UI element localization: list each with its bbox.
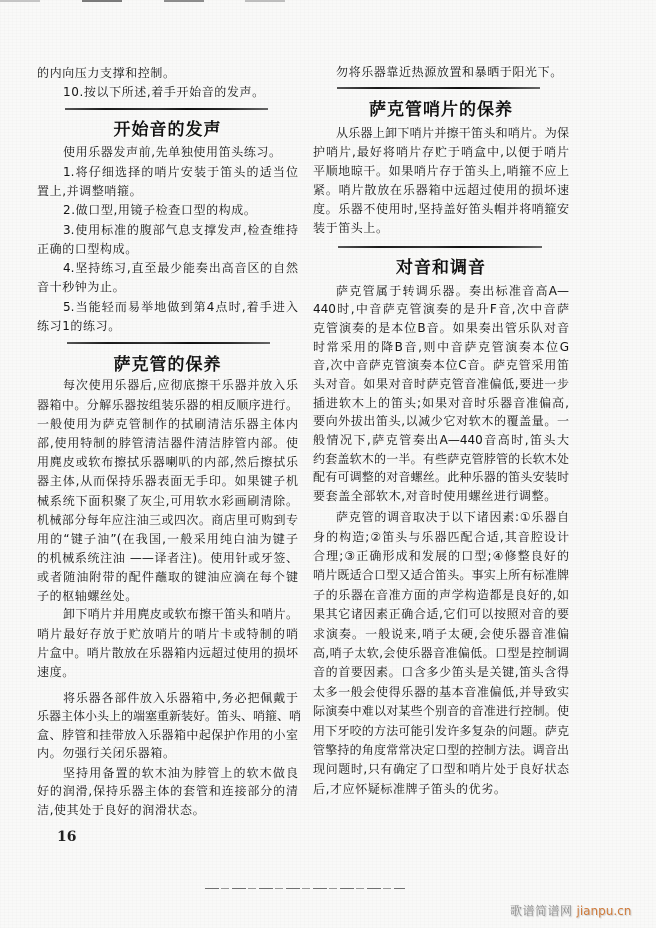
text-line: 4.坚持练习,直至最少能奏出高音区的自然 — [63, 261, 298, 276]
text-line: 头对音。如果对音时萨克管音准偏低,要进一步 — [313, 377, 569, 392]
text-line: 3.使用标准的腹部气息支撑发声,检查维持 — [63, 222, 298, 237]
continuation-text — [313, 63, 569, 82]
text-line: 要套盖全部软木,对音时使用螺丝进行调整。 — [313, 489, 557, 504]
text-line: 太多一般会使得乐器的基本音准偏低,并导致实 — [313, 684, 569, 699]
text-line: 1.将仔细选择的哨片安装于笛头的适当位 — [63, 164, 298, 179]
text-line: 身的构造;②笛头与乐器匹配合适,其音腔设计 — [313, 529, 569, 544]
text-line: 练习1的练习。 — [37, 319, 121, 334]
paragraph — [37, 605, 298, 682]
right-column — [313, 0, 569, 928]
paragraph — [313, 124, 569, 238]
text-line: 装于笛头上。 — [313, 220, 389, 235]
text-line: 用麂皮或软布擦拭乐器喇叭的内部,然后擦拭乐 — [37, 455, 298, 470]
text-line: 子的乐器在音准方面的声学构造都是良好的,如 — [313, 587, 569, 602]
text-line: 高,哨子太软,会使乐器音准偏低。口型是控制调 — [313, 646, 569, 661]
text-line: 约套盖软木的一半。有些萨克管脖管的长软木处 — [313, 451, 569, 466]
text-line: 将乐器各部件放入乐器箱中,务必把佩戴于 — [63, 690, 298, 705]
text-line: 每次使用乐器后,应彻底擦干乐器并放入乐 — [63, 378, 298, 393]
text-line: 正确的口型构成。 — [37, 241, 138, 256]
section-heading: 萨克管哨片的保养 — [369, 100, 513, 120]
text-line: 管擎持的角度常常决定口型的控制方法。调音出 — [313, 742, 569, 757]
scan-artifact — [0, 0, 40, 2]
watermark-domain: jianpu.cn — [576, 904, 632, 918]
text-line: 器主体,从而保持乐器表面无手印。如果键子机 — [37, 474, 298, 489]
text-line: 平顺地晾干。如果哨片存于笛头上,哨箍不应上 — [313, 163, 569, 178]
text-line: 2.做口型,用镜子检查口型的构成。 — [63, 203, 257, 218]
text-line: 的机械系统注油 ——译者注)。使用针或牙签、 — [37, 551, 298, 566]
text-line: 440时,中音萨克管演奏的是升F音,次中音萨 — [313, 302, 569, 317]
text-line: 卸下哨片并用麂皮或软布擦干笛头和哨片。 — [63, 607, 298, 622]
text-line: 或者随油附带的配件蘸取的键油应滴在每个键 — [37, 570, 298, 585]
text-line: 速度。 — [37, 665, 75, 680]
text-line: 果其它诸因素正确合适,它们可以按照对音的要 — [313, 607, 569, 622]
text-line: 哨片最好存放于贮放哨片的哨片卡或特制的哨 — [37, 626, 298, 641]
watermark-site-name: 歌谱简谱网 — [510, 904, 573, 918]
text-line: 插进软木上的笛头;如果对音时乐器音准偏高, — [313, 395, 569, 410]
text-line: 部,使用特制的脖管清洁器件清洁脖管内部。使 — [37, 435, 298, 450]
text-line: 10.按以下所述,着手开始音的发声。 — [63, 84, 265, 99]
text-line: 盒、脖管和挂带放入乐器箱中起保护作用的小室 — [37, 727, 298, 742]
continuation-text — [37, 64, 298, 102]
text-line: 使用乐器发声前,先单独使用笛头练习。 — [63, 145, 282, 160]
text-line: 萨克管的调音取决于以下诸因素:①乐器自 — [336, 510, 569, 525]
text-line: 克管演奏的是本位B音。如果奏出管乐队对音 — [313, 320, 569, 335]
text-line: 际演奏中难以对某些个别音的音准进行控制。使 — [313, 704, 569, 719]
text-line: 勿将乐器靠近热源放置和暴晒于阳光下。 — [336, 64, 563, 79]
text-line: 现问题时,只有确定了口型和哨片处于良好状态 — [313, 762, 569, 777]
text-line: 般情况下,萨克管奏出A—440音高时,笛头大 — [313, 433, 569, 448]
section-divider — [65, 108, 268, 110]
watermark — [510, 903, 631, 919]
text-line: 后,才应怀疑标准牌子笛头的优劣。 — [313, 781, 507, 796]
text-line: 从乐器上卸下哨片并擦干笛头和哨片。为保 — [336, 125, 569, 140]
text-line: 配有可调整的对音螺丝。此种乐器的笛头安装时 — [313, 470, 569, 485]
text-line: 坚持用备置的软木油为脖管上的软木做良 — [63, 765, 298, 780]
paragraph — [313, 282, 569, 506]
text-line: 内。勿强行关闭乐器箱。 — [37, 746, 176, 761]
text-line: 音的首要因素。口含多少笛头是关键,笛头含得 — [313, 665, 569, 680]
text-line: 度。乐器不使用时,坚持盖好笛头帽并将哨箍安 — [313, 201, 569, 216]
text-line: 的内向压力支撑和控制。 — [37, 65, 176, 80]
text-line: 5.当能轻而易举地做到第4点时,着手进入 — [63, 299, 298, 314]
text-line: 械系统下面积聚了灰尘,可用软水彩画刷清除。 — [37, 493, 298, 508]
text-line: 护哨片,最好将哨片存贮于哨盒中,以便于哨片 — [313, 144, 569, 159]
section-divider — [337, 87, 540, 89]
section-heading: 对音和调音 — [396, 258, 486, 278]
section-heading: 开始音的发声 — [113, 120, 222, 140]
text-line: 音十秒钟为止。 — [37, 280, 126, 295]
section-divider — [67, 342, 270, 344]
text-line: 时常采用的降B音,则中音萨克管演奏本位G — [313, 339, 569, 354]
footer-divider — [205, 888, 405, 889]
section-body — [37, 143, 298, 336]
text-line: 用的“键子油”(在我国,一般采用纯白油为键子 — [37, 531, 298, 546]
text-line: 片盒中。哨片散放在乐器箱内远超过使用的损坏 — [37, 645, 298, 660]
text-line: 合理;③正确形成和发展的口型;④修整良好的 — [313, 549, 569, 564]
paragraph — [37, 689, 302, 763]
text-line: 一般使用为萨克管制作的拭刷清洁乐器主体内 — [37, 416, 298, 431]
paragraph — [313, 508, 569, 799]
text-line: 乐器主体小头上的端塞重新装好。笛头、哨箍、哨 — [37, 709, 302, 724]
left-column — [37, 0, 302, 928]
page-number: 16 — [57, 829, 77, 845]
text-line: 萨克管属于转调乐器。奏出标准音高A— — [336, 283, 569, 298]
text-line: 子的枢轴螺丝处。 — [37, 589, 138, 604]
text-line: 求演奏。一般说来,哨子太硬,会使乐器音准偏 — [313, 626, 569, 641]
text-line: 用下牙咬的方法可能引发许多复杂的问题。萨克 — [313, 723, 569, 738]
paragraph — [37, 764, 298, 820]
section-divider — [338, 246, 542, 248]
text-line: 紧。哨片散放在乐器箱中远超过使用的损坏速 — [313, 182, 569, 197]
text-line: 机械部分每年应注油三或四次。商店里可购到专 — [37, 512, 298, 527]
text-line: 器箱中。分解乐器按组装乐器的相反顺序进行。 — [37, 397, 298, 412]
text-line: 洁,使其处于良好的润滑状态。 — [37, 802, 206, 817]
text-line: 音,次中音萨克管演奏本位C音。萨克管采用笛 — [313, 358, 569, 373]
text-line: 置上,并调整哨箍。 — [37, 183, 143, 198]
paragraph — [37, 376, 298, 606]
text-line: 哨片既适合口型又适合笛头。事实上所有标准牌 — [313, 568, 569, 583]
text-line: 要向外拔出笛头,以减少它对软木的覆盖量。一 — [313, 414, 569, 429]
text-line: 好的润滑,保持乐器主体的套管和连接部分的清 — [37, 784, 298, 799]
section-heading: 萨克管的保养 — [113, 355, 222, 375]
